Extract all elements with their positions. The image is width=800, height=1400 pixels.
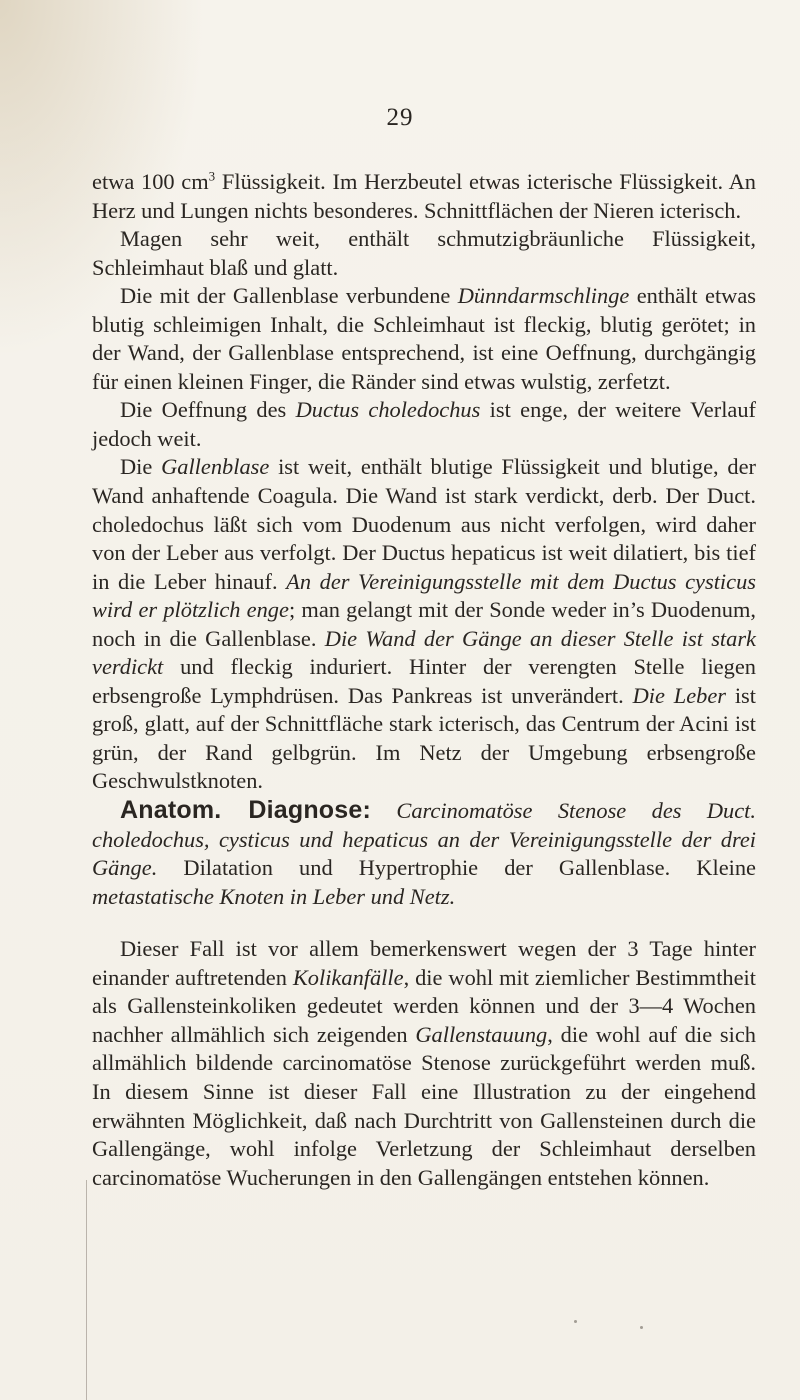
text-run xyxy=(371,798,396,823)
italic-phrase: Kolikanfälle xyxy=(292,964,404,990)
text-run: ; man gelangt mit der Sonde weder in’s Duodenum, noch in die Gallenblase. xyxy=(92,597,756,651)
text-run: etwa 100 cm xyxy=(92,169,209,194)
paragraph xyxy=(92,282,756,396)
text-run: und fleckig induriert. Hinter der verengten Stelle liegen erbsengroße Lymphdrüsen. Das Pankreas ist unverändert. xyxy=(92,654,756,708)
diagnosis-heading: Anatom. Diagnose: xyxy=(120,796,372,825)
text-run: Die mit der Gallenblase verbundene xyxy=(120,283,458,309)
text-run: , die wohl mit ziemlicher Bestimmtheit als Gallensteinkoliken gedeutet werden können und der 3—4 Wochen nachher allmählich sich zeigenden xyxy=(92,964,756,1047)
page-number: 29 xyxy=(386,104,414,131)
text-run: ist groß, glatt, auf der Schnittfläche stark icterisch, das Centrum der Acini ist grün, der Rand gelbgrün. Im Netz der Umgebung erbsengroße Geschwulstknoten. xyxy=(92,682,756,794)
paragraph xyxy=(92,796,756,911)
paragraph xyxy=(92,453,756,796)
italic-phrase: Ductus choledochus xyxy=(295,397,481,423)
text-run: Magen sehr weit, enthält schmutzigbräunliche Flüssigkeit, Schleimhaut blaß und glatt. xyxy=(92,226,756,280)
italic-phrase: Dünndarmschlinge xyxy=(457,283,630,309)
text-run: enthält etwas blutig schleimigen Inhalt, die Schleimhaut ist fleckig, blutig gerötet; in der Wand, der Gallenblase entsprechend, ist eine Oeffnung, durchgängig für einen kleinen Finger, die Ränder sind etwas wulstig, zerfetzt. xyxy=(92,283,756,394)
text-run: Dilatation und Hypertrophie der Gallenblase. Kleine xyxy=(157,855,756,881)
text-run: , die wohl auf die sich allmählich bildende carcinomatöse Stenose zurückgeführt werden muß. In diesem Sinne ist dieser Fall eine Illustration zu der eingehend erwähnten Möglichkeit, daß nach Durchtritt von Gallensteinen durch die Gallengänge, wohl infolge Verletzung der Schleimhaut derselben carcinomatöse Wucherungen in den Gallengängen entstehen können. xyxy=(92,1021,756,1190)
italic-phrase: metastatische Knoten in Leber und Netz. xyxy=(92,883,456,909)
binding-edge-mark xyxy=(86,1180,99,1400)
paper-speck xyxy=(640,1326,643,1329)
paper-speck xyxy=(574,1320,577,1323)
text-run: Dieser Fall ist vor allem bemerkenswert wegen der 3 Tage hinter einander auftretenden xyxy=(92,936,756,990)
paragraph xyxy=(92,396,756,453)
italic-phrase: Gallenblase xyxy=(161,454,270,480)
italic-phrase: Die Leber xyxy=(632,682,726,708)
text-run: Flüssigkeit. Im Herzbeutel etwas icterische Flüssigkeit. An Herz und Lungen nichts besonderes. Schnittflächen der Nieren icterisch. xyxy=(92,169,756,223)
paragraph xyxy=(92,168,756,225)
italic-phrase: Gallenstauung xyxy=(415,1021,548,1047)
italic-phrase: Carcinomatöse Stenose des Duct. choledochus, cysticus und hepaticus an der Vereinigungsstelle der drei Gänge. xyxy=(92,798,756,881)
page-body-text xyxy=(92,168,756,1192)
text-run: Die xyxy=(120,454,162,480)
italic-phrase: An der Vereinigungsstelle mit dem Ductus cysticus wird er plötzlich enge xyxy=(92,568,756,623)
italic-phrase: Die Wand der Gänge an dieser Stelle ist stark verdickt xyxy=(92,625,756,680)
paragraph xyxy=(92,225,756,282)
paragraph xyxy=(92,935,756,1192)
text-run: Die Oeffnung des xyxy=(120,397,296,423)
superscript: 3 xyxy=(208,168,216,184)
text-run: ist weit, enthält blutige Flüssigkeit und blutige, der Wand anhaftende Coagula. Die Wand ist stark verdickt, derb. Der Duct. choledochus läßt sich vom Duodenum aus nicht verfolgen, wird daher von der Leber aus verfolgt. Der Ductus hepaticus ist weit dilatiert, bis tief in die Leber hinauf. xyxy=(92,454,756,594)
text-run: ist enge, der weitere Verlauf jedoch weit. xyxy=(92,397,757,451)
